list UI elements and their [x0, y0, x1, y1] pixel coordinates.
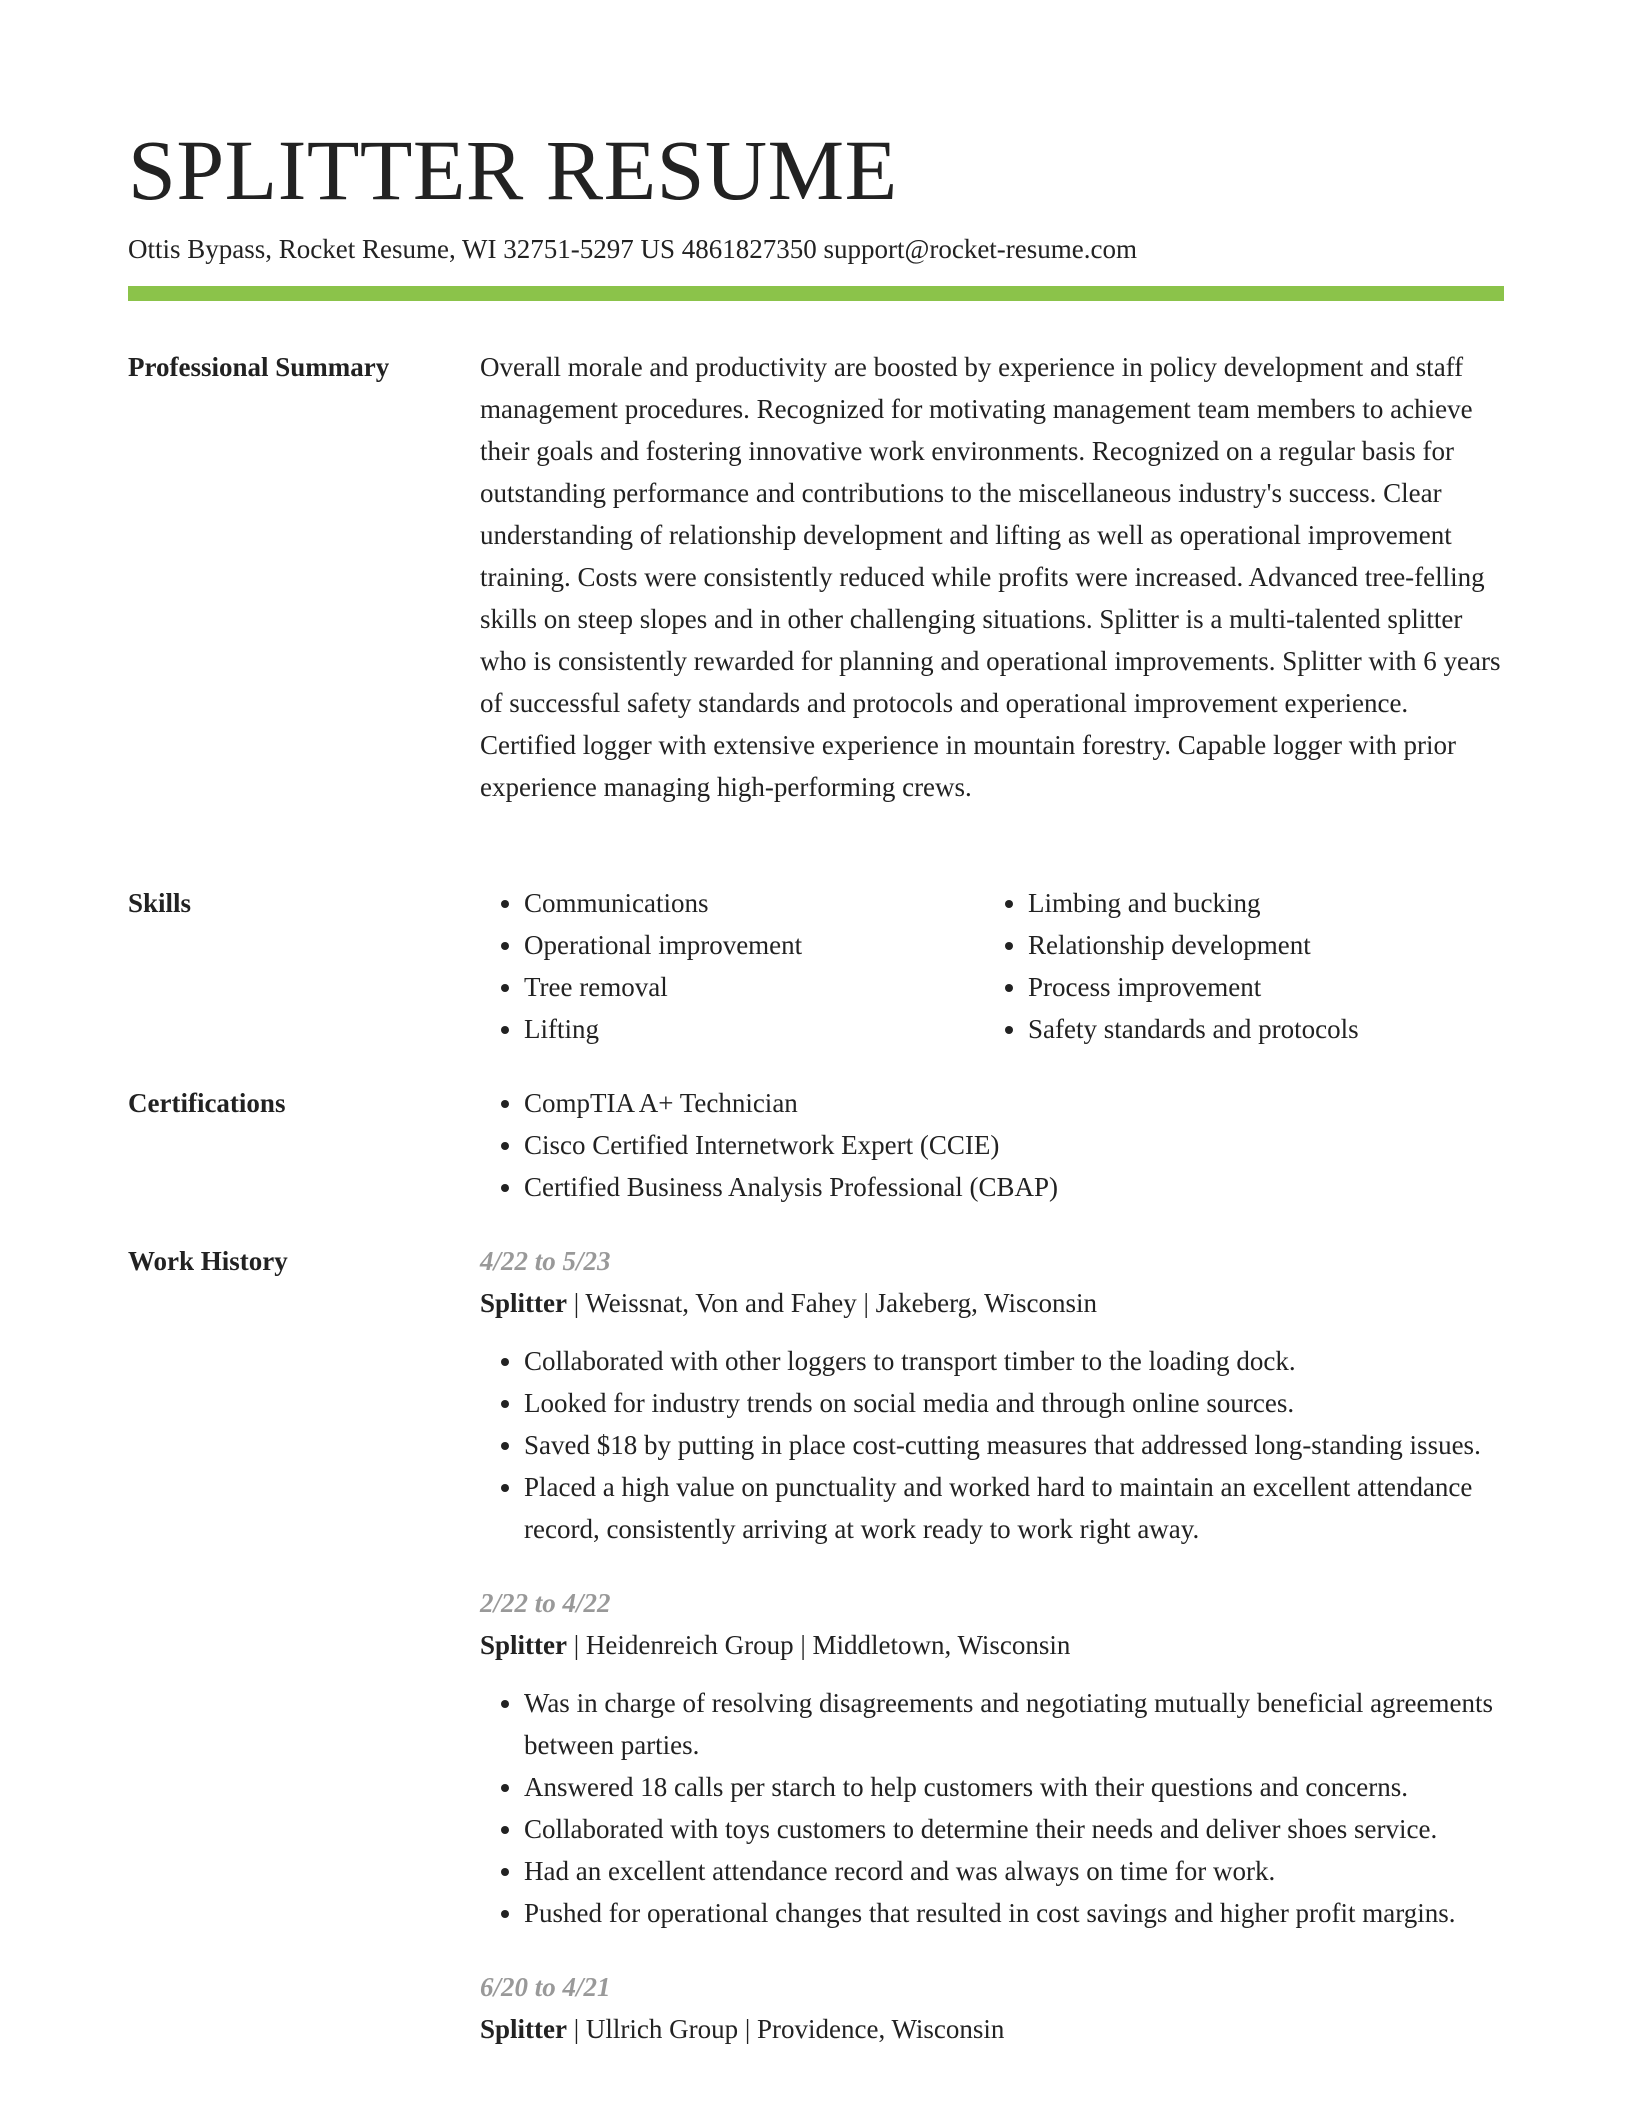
job-bullets [480, 1340, 1504, 1550]
job-dates: 4/22 to 5/23 [480, 1246, 611, 1276]
job-bullet: • Looked for industry trends on social media and through online sources. [524, 1382, 1504, 1424]
certification-item: • Certified Business Analysis Professional (CBAP) [524, 1166, 1504, 1208]
skills-list-left [480, 882, 984, 1050]
certification-item: • Cisco Certified Internetwork Expert (CCIE) [524, 1124, 1504, 1166]
job-bullet: • Pushed for operational changes that resulted in cost savings and higher profit margins. [524, 1892, 1504, 1934]
skill-item: • Safety standards and protocols [1028, 1008, 1488, 1050]
section-title-work-history: Work History [128, 1246, 288, 1276]
job-dates: 6/20 to 4/21 [480, 1972, 611, 2002]
job-title: Splitter [480, 2014, 567, 2044]
job-bullet: • Collaborated with toys customers to determine their needs and deliver shoes service. [524, 1808, 1504, 1850]
resume-title: SPLITTER RESUME [128, 122, 898, 218]
job-heading [480, 2008, 1504, 2050]
skill-item: • Lifting [524, 1008, 984, 1050]
job-bullet: • Answered 18 calls per starch to help customers with their questions and concerns. [524, 1766, 1504, 1808]
job-bullet: • Placed a high value on punctuality and worked hard to maintain an excellent attendance record, consistently arriving at work ready to work right away. [524, 1466, 1504, 1550]
job-heading [480, 1282, 1504, 1324]
job-bullet: • Was in charge of resolving disagreements and negotiating mutually beneficial agreements between parties. [524, 1682, 1504, 1766]
job-dates: 2/22 to 4/22 [480, 1588, 611, 1618]
job-bullet: • Had an excellent attendance record and was always on time for work. [524, 1850, 1504, 1892]
skill-item: • Tree removal [524, 966, 984, 1008]
job-title: Splitter [480, 1630, 567, 1660]
skills-list-right [984, 882, 1488, 1050]
job-details: | Heidenreich Group | Middletown, Wisconsin [567, 1630, 1071, 1660]
job-details: | Ullrich Group | Providence, Wisconsin [567, 2014, 1005, 2044]
section-title-skills: Skills [128, 888, 192, 918]
skill-item: • Relationship development [1028, 924, 1488, 966]
contact-line: Ottis Bypass, Rocket Resume, WI 32751-5297 US 4861827350 support@rocket-resume.com [128, 234, 1137, 264]
skill-item: • Process improvement [1028, 966, 1488, 1008]
job-entry [480, 1966, 1504, 2050]
job-bullet: • Saved $18 by putting in place cost-cutting measures that addressed long-standing issues. [524, 1424, 1504, 1466]
job-details: | Weissnat, Von and Fahey | Jakeberg, Wisconsin [567, 1288, 1098, 1318]
section-title-certifications: Certifications [128, 1088, 286, 1118]
job-bullet: • Collaborated with other loggers to transport timber to the loading dock. [524, 1340, 1504, 1382]
skill-item: • Communications [524, 882, 984, 924]
skill-item: • Operational improvement [524, 924, 984, 966]
certification-item: • CompTIA A+ Technician [524, 1082, 1504, 1124]
section-title-summary: Professional Summary [128, 352, 390, 382]
certifications-list [480, 1082, 1504, 1208]
skill-item: • Limbing and bucking [1028, 882, 1488, 924]
job-bullets [480, 1682, 1504, 1934]
job-entry [480, 1582, 1504, 1934]
job-title: Splitter [480, 1288, 567, 1318]
summary-text: Overall morale and productivity are boosted by experience in policy development and staff management procedures. Recognized for motivating management team members to achieve their goals and fostering innovative work environments. Recognized on a regular basis for outstanding performance and contributions to the miscellaneous industry's success. Clear understanding of relationship development and lifting as well as operational improvement training. Costs were consistently reduced while profits were increased. Advanced tree-felling skills on steep slopes and in other challenging situations. Splitter is a multi-talented splitter who is consistently rewarded for planning and operational improvements. Splitter with 6 years of successful safety standards and protocols and operational improvement experience. Certified logger with extensive experience in mountain forestry. Capable logger with prior experience managing high-performing crews. [480, 352, 1501, 802]
job-heading [480, 1624, 1504, 1666]
header-divider [128, 286, 1504, 301]
job-entry [480, 1240, 1504, 1550]
